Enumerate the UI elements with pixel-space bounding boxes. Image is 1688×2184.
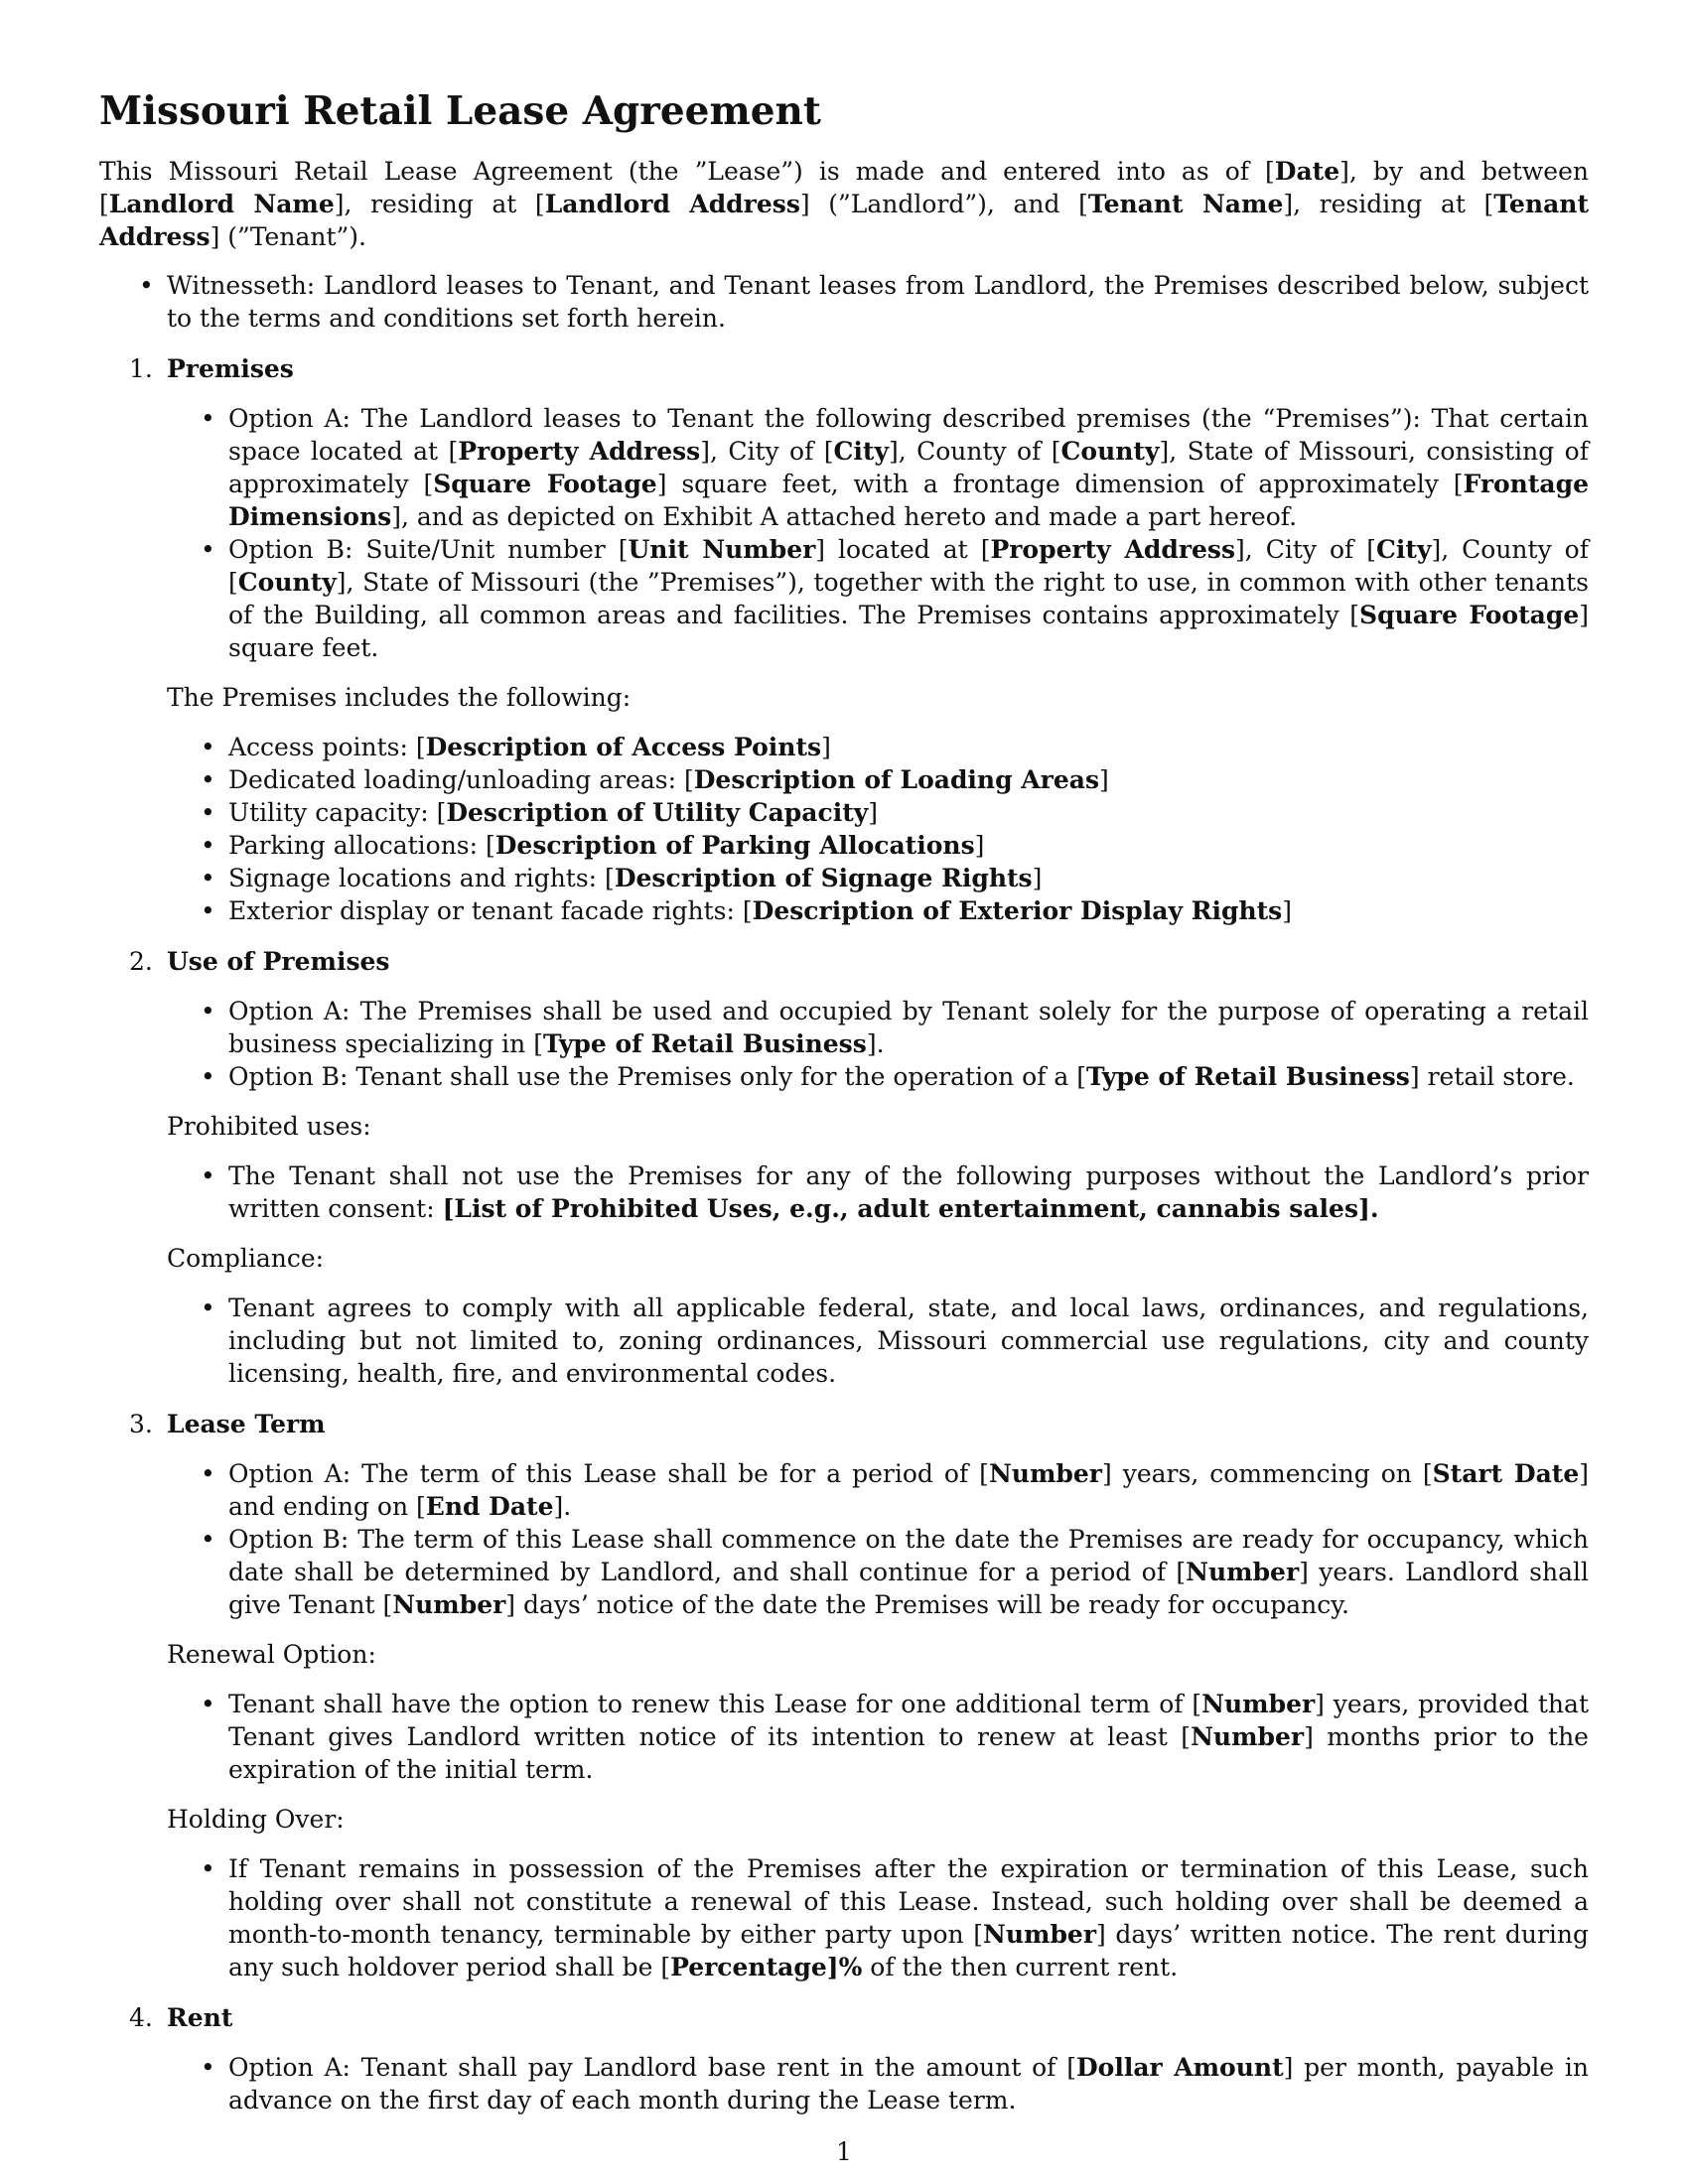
placeholder-landlord-name: Landlord Name [108,190,335,218]
prohibited-label: Prohibited uses: [167,1112,371,1141]
holding-list [228,1852,1589,1983]
intro-text: ], residing at [ [334,190,545,218]
section-rent [99,2001,1589,2116]
list-item: • Tenant agrees to comply with all applicable federal, state, and local laws, ordinances, and regulations, including but not limited to, zoning ordinances, Missouri commercial use regulations, city and county licensing, health, fire, and environmental codes. [228,1292,1589,1390]
option-b: • Option B: Tenant shall use the Premises only for the operation of a [Type of Retail Business] retail store. [228,1060,1589,1093]
option-b: • Option B: Suite/Unit number [Unit Number] located at [Property Address], City of [City], County of [County], State of Missouri (the ”Premises”), together with the right to use, in common with other tenants of the Building, all common areas and facilities. The Premises contains approximately [Square Footage] square feet. [228,533,1589,664]
compliance-label: Compliance: [167,1244,325,1273]
list-item: • Exterior display or tenant facade rights: [Description of Exterior Display Rights] [228,894,1589,927]
intro-text: ], by and between [ [99,157,1589,218]
section-number: 1. [129,354,153,383]
list-item: • The Tenant shall not use the Premises for any of the following purposes without the Landlord’s prior written consent: [List of Prohibited Uses, e.g., adult entertainment, cannabis sales]. [228,1160,1589,1225]
section-number: 2. [129,947,153,976]
section-heading: Use of Premises [167,947,390,976]
intro-text: ] (”Tenant”). [210,222,366,251]
section-heading: Lease Term [167,1410,326,1438]
placeholder-landlord-address: Landlord Address [544,190,800,218]
list-item: • Utility capacity: [Description of Utility Capacity] [228,796,1589,829]
option-list [228,2051,1589,2116]
intro-text: This Missouri Retail Lease Agreement (the ”Lease”) is made and entered into as of [ [99,157,1275,186]
option-a: • Option A: The Premises shall be used and occupied by Tenant solely for the purpose of operating a retail business specializing in [Type of Retail Business]. [228,995,1589,1060]
option-list [228,402,1589,664]
document-title: Missouri Retail Lease Agreement [99,88,821,134]
intro-text: ], residing at [ [1283,190,1494,218]
option-a: • Option A: Tenant shall pay Landlord base rent in the amount of [Dollar Amount] per month, payable in advance on the first day of each month during the Lease term. [228,2051,1589,2116]
page-number: 1 [836,2137,852,2166]
renewal-label: Renewal Option: [167,1640,376,1669]
placeholder-tenant-name: Tenant Name [1087,190,1284,218]
placeholder-date: Date [1274,157,1340,186]
list-item: • Signage locations and rights: [Description of Signage Rights] [228,862,1589,894]
includes-label: The Premises includes the following: [167,683,632,712]
list-item: • Parking allocations: [Description of Parking Allocations] [228,829,1589,862]
list-item: • Tenant shall have the option to renew this Lease for one additional term of [Number] years, provided that Tenant gives Landlord written notice of its intention to renew at least [Number] months prior to the expiration of the initial term. [228,1688,1589,1786]
prohibited-list [228,1160,1589,1225]
option-a: • Option A: The term of this Lease shall be for a period of [Number] years, commencing on [Start Date] and ending on [End Date]. [228,1457,1589,1523]
placeholder-tenant-address: Tenant Address [99,190,1589,251]
section-number: 4. [129,2003,153,2032]
renewal-list [228,1688,1589,1786]
witnesseth-item: • Witnesseth: Landlord leases to Tenant, and Tenant leases from Landlord, the Premises described below, subject to the terms and conditions set forth herein. [167,269,1589,335]
intro-paragraph [99,155,1589,253]
list-item: • Access points: [Description of Access Points] [228,731,1589,763]
section-premises [99,352,1589,927]
section-use-of-premises [99,945,1589,1390]
section-lease-term [99,1408,1589,1983]
compliance-list [228,1292,1589,1390]
section-number: 3. [129,1410,153,1438]
option-b: • Option B: The term of this Lease shall commence on the date the Premises are ready for occupancy, which date shall be determined by Landlord, and shall continue for a period of [Number] years. Landlord shall give Tenant [Number] days’ notice of the date the Premises will be ready for occupancy. [228,1523,1589,1621]
premises-includes-list [228,731,1589,927]
list-item: • If Tenant remains in possession of the Premises after the expiration or termination of this Lease, such holding over shall not constitute a renewal of this Lease. Instead, such holding over shall be deemed a month-to-month tenancy, terminable by either party upon [Number] days’ written notice. The rent during any such holdover period shall be [Percentage]% of the then current rent. [228,1852,1589,1983]
option-list [228,1457,1589,1621]
option-list [228,995,1589,1093]
option-a: • Option A: The Landlord leases to Tenant the following described premises (the “Premises”): That certain space located at [Property Address], City of [City], County of [County], State of Missouri, consisting of approximately [Square Footage] square feet, with a frontage dimension of approximately [Frontage Dimensions], and as depicted on Exhibit A attached hereto and made a part hereof. [228,402,1589,533]
list-item: • Dedicated loading/unloading areas: [Description of Loading Areas] [228,763,1589,796]
holding-label: Holding Over: [167,1805,345,1834]
witnesseth-list [167,269,1589,335]
section-heading: Rent [167,2003,233,2032]
intro-text: ] (”Landlord”), and [ [799,190,1088,218]
document-page [99,87,1589,2116]
section-heading: Premises [167,354,294,383]
